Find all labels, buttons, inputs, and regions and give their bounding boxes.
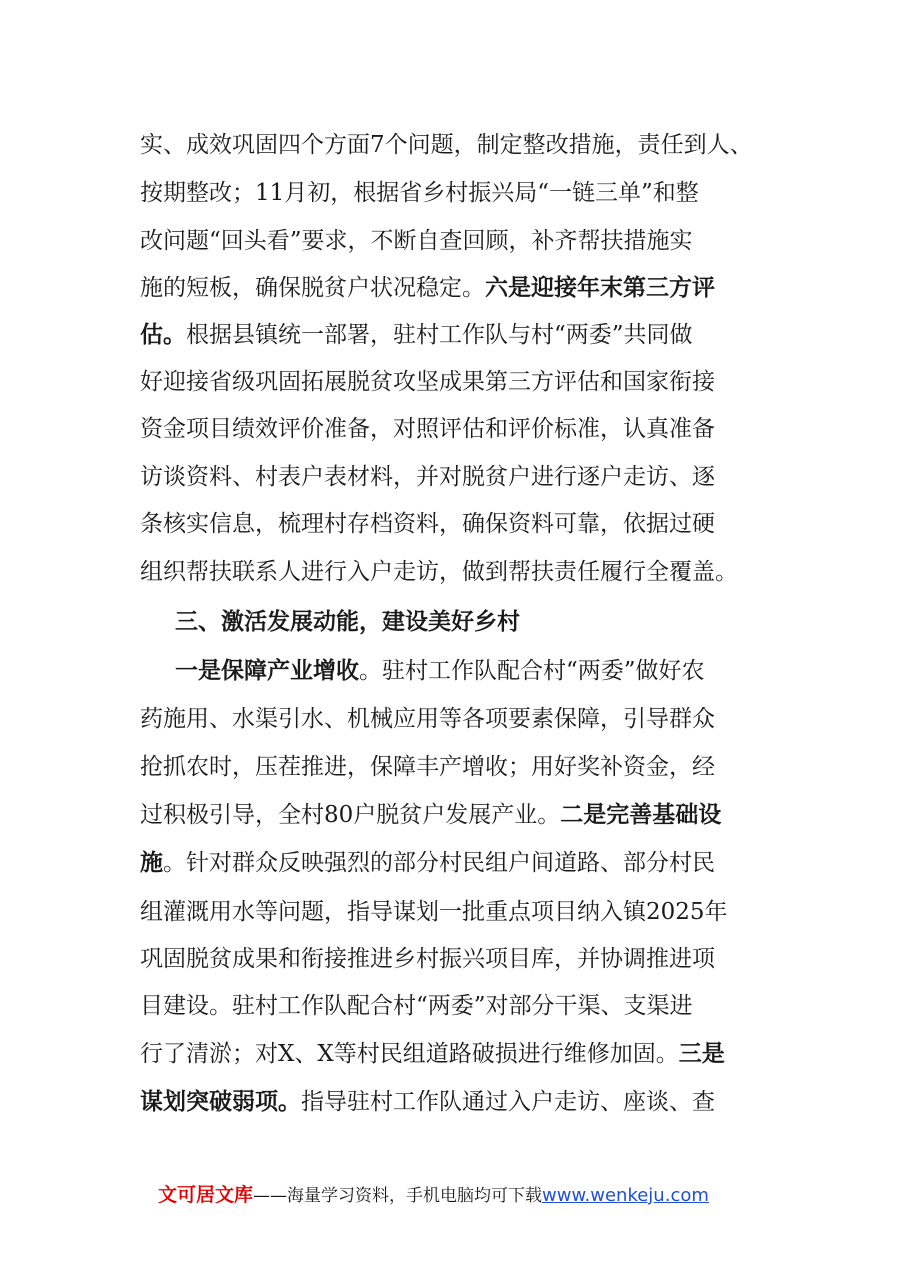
section-heading: 三、激活发展动能，建设美好乡村 <box>175 609 520 635</box>
paragraph-line <box>140 1086 715 1118</box>
footer-banner <box>158 1181 709 1210</box>
text-run: 资金项目绩效评价准备，对照评估和评价标准，认真准备 <box>140 416 715 442</box>
paragraph-line <box>140 177 699 209</box>
paragraph-line <box>140 225 693 257</box>
bold-run: 施 <box>140 850 163 876</box>
paragraph-line <box>140 508 715 540</box>
text-run: 目建设。驻村工作队配合村“两委”对部分干渠、支渠进 <box>140 993 693 1019</box>
paragraph-line <box>140 703 715 735</box>
paragraph-line <box>140 799 721 831</box>
paragraph-line <box>140 461 715 493</box>
text-run: 好迎接省级巩固拓展脱贫攻坚成果第三方评估和国家衔接 <box>140 369 715 395</box>
brand-name: 文可居文库 <box>158 1184 254 1206</box>
paragraph-line <box>140 1038 725 1070</box>
paragraph-line <box>140 413 715 445</box>
text-run: 指导驻村工作队通过入户走访、座谈、查 <box>301 1089 715 1115</box>
text-run: 根据县镇统一部署，驻村工作队与村“两委”共同做 <box>186 322 693 348</box>
paragraph-line <box>140 943 715 975</box>
text-run: 行了清淤；对X、X等村民组道路破损进行维修加固。 <box>140 1041 679 1067</box>
paragraph-line <box>175 655 705 687</box>
text-run: 改问题“回头看”要求，不断自查回顾，补齐帮扶措施实 <box>140 228 693 254</box>
text-run: 施的短板，确保脱贫户状况稳定。 <box>140 275 485 301</box>
bold-run: 一是保障产业增收 <box>175 658 359 684</box>
bold-run: 估。 <box>140 322 186 348</box>
text-run: 。驻村工作队配合村“两委”做好农 <box>359 658 705 684</box>
text-run: 巩固脱贫成果和衔接推进乡村振兴项目库，并协调推进项 <box>140 946 715 972</box>
paragraph-line <box>140 272 715 304</box>
text-run: 组织帮扶联系人进行入户走访，做到帮扶责任履行全覆盖。 <box>140 559 738 585</box>
paragraph-line <box>140 896 728 928</box>
text-run: 实、成效巩固四个方面7个问题，制定整改措施，责任到人、 <box>140 132 753 158</box>
text-run: 组灌溉用水等问题，指导谋划一批重点项目纳入镇2025年 <box>140 899 728 925</box>
text-run: 过积极引导，全村80户脱贫户发展产业。 <box>140 802 561 828</box>
paragraph-line <box>140 751 715 783</box>
bold-run: 六是迎接年末第三方评 <box>485 275 715 301</box>
paragraph-line <box>140 129 753 161</box>
footer-link[interactable]: www.wenkeju.com <box>542 1185 709 1206</box>
paragraph-line <box>140 556 738 588</box>
paragraph-line <box>140 319 693 351</box>
bold-run: 三是 <box>678 1041 725 1067</box>
footer-tagline: ——海量学习资料，手机电脑均可下载 <box>253 1186 543 1206</box>
bold-run: 谋划突破弱项。 <box>140 1089 301 1115</box>
text-run: 抢抓农时，压茬推进，保障丰产增收；用好奖补资金，经 <box>140 754 715 780</box>
text-run: 。针对群众反映强烈的部分村民组户间道路、部分村民 <box>163 850 715 876</box>
paragraph-line <box>140 366 715 398</box>
paragraph-line <box>140 990 693 1022</box>
text-run: 按期整改；11月初，根据省乡村振兴局“一链三单”和整 <box>140 180 699 206</box>
text-run: 访谈资料、村表户表材料，并对脱贫户进行逐户走访、逐 <box>140 464 715 490</box>
bold-run: 二是完善基础设 <box>560 802 722 828</box>
text-run: 药施用、水渠引水、机械应用等各项要素保障，引导群众 <box>140 706 715 732</box>
paragraph-line <box>140 847 715 879</box>
text-run: 条核实信息，梳理村存档资料，确保资料可靠，依据过硬 <box>140 511 715 537</box>
